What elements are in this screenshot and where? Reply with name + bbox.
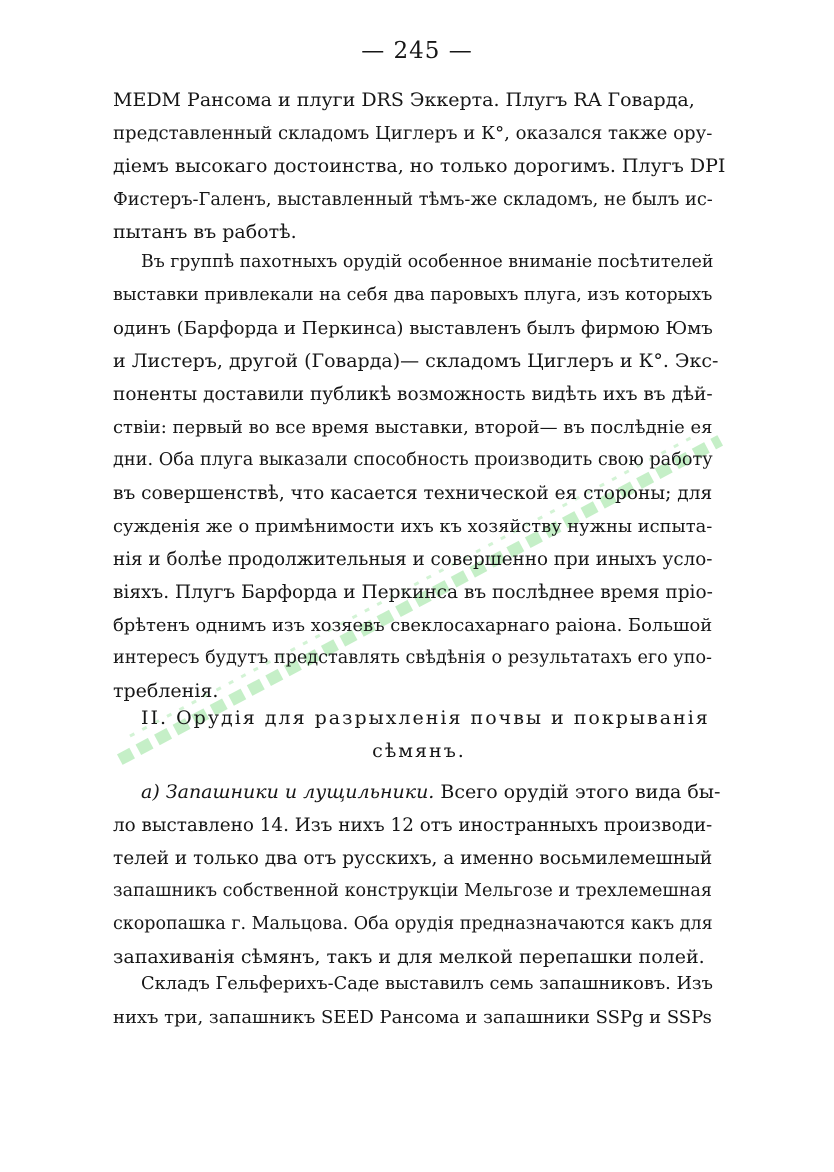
text-line: выставки привлекали на себя два паровыхъ плуга, изъ которыхъ	[113, 285, 713, 305]
text-line: пытанъ въ работѣ.	[113, 221, 297, 243]
text-line: въ совершенствѣ, что касается технической ея стороны; для	[113, 483, 713, 504]
text-line: скоропашка г. Мальцова. Оба орудія предназначаются какъ для	[113, 914, 713, 934]
section-heading-line-2: сѣмянъ.	[372, 740, 466, 762]
text-line: брѣтенъ однимъ изъ хозяевъ свеклосахарнаго раіона. Большой	[113, 615, 713, 636]
section-heading-line-1: II. Орудія для разрыхленія почвы и покрыванія	[141, 707, 710, 729]
text-line: и Листеръ, другой (Говарда)— складомъ Циглеръ и К°. Экс-	[113, 350, 719, 372]
text-line: поненты доставили публикѣ возможность видѣть ихъ въ дѣй-	[113, 384, 713, 405]
text-line: представленный складомъ Циглеръ и К°, оказался также ору-	[113, 123, 713, 144]
paragraph-helferich-sade	[113, 968, 725, 1034]
text-line: телей и только два отъ русскихъ, а именно восьмилемешный	[113, 848, 713, 869]
text-line: дни. Оба плуга выказали способность производить свою работу	[113, 450, 713, 470]
text-line	[113, 776, 725, 809]
text-line: требленія.	[113, 680, 219, 702]
text-line: MEDM Рансома и плуги DRS Эккерта. Плугъ RA Говарда,	[113, 89, 695, 111]
page-number: — 245 —	[361, 38, 473, 64]
paragraph-continuation	[113, 84, 725, 249]
text-line: ло выставлено 14. Изъ нихъ 12 отъ иностранныхъ производи-	[113, 815, 713, 836]
text-line: запашникъ собственной конструкціи Мельгозе и трехлемешная	[113, 881, 712, 901]
subsection-title: а) Запашники и лущильники.	[141, 781, 435, 803]
text-line: интересъ будутъ представлять свѣдѣнія о результатахъ его упо-	[113, 648, 713, 668]
text-line: діемъ высокаго достоинства, но только дорогимъ. Плугъ DPI	[113, 155, 725, 177]
text-line: сужденія же о примѣнимости ихъ къ хозяйству нужны испыта-	[113, 516, 713, 537]
text-line: одинъ (Барфорда и Перкинса) выставленъ былъ фирмою Юмъ	[113, 318, 713, 339]
text-line: нихъ три, запашникъ SEED Рансома и запашники SSPg и SSPs	[113, 1007, 712, 1028]
text-line: Складъ Гельферихъ-Саде выставилъ семь запашниковъ. Изъ	[141, 974, 713, 994]
text-line-rest: Всего орудій этого вида бы-	[434, 781, 721, 803]
text-line: віяхъ. Плугъ Барфорда и Перкинса въ послѣднее время пріо-	[113, 582, 713, 603]
section-heading	[113, 702, 725, 768]
text-line: ствіи: первый во все время выставки, второй— въ послѣдніе ея	[113, 417, 713, 438]
paragraph-harrows	[113, 776, 725, 974]
paragraph-steam-ploughs	[113, 246, 725, 708]
text-line: Въ группѣ пахотныхъ орудій особенное вниманіе посѣтителей	[141, 252, 714, 272]
text-line: нія и болѣе продолжительныя и совершенно при иныхъ усло-	[113, 549, 713, 570]
text-line: Фистеръ-Галенъ, выставленный тѣмъ-же складомъ, не былъ ис-	[113, 189, 713, 210]
text-line: запахиванія сѣмянъ, такъ и для мелкой перепашки полей.	[113, 946, 705, 968]
